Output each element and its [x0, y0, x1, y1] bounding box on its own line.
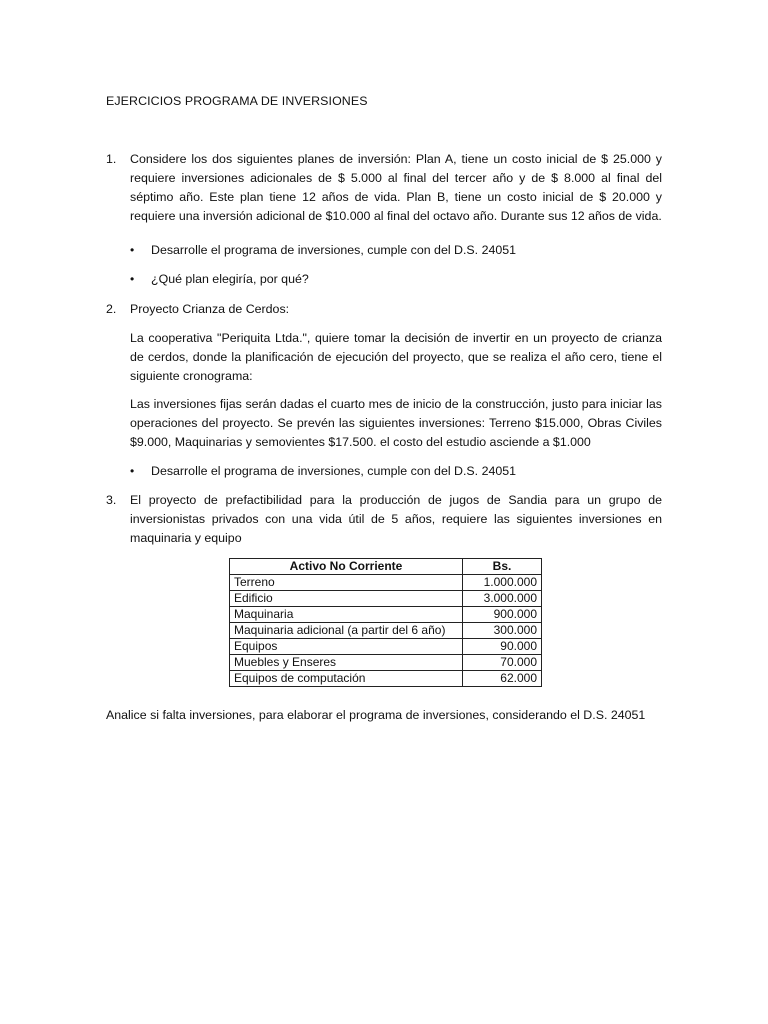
asset-amount: 900.000 [463, 607, 542, 623]
table-header-row [230, 559, 542, 575]
bullet-icon: • [130, 243, 135, 257]
asset-name: Equipos [230, 639, 463, 655]
table-row [230, 671, 542, 687]
exercise-text: Proyecto Crianza de Cerdos: [130, 302, 290, 316]
exercise-number: 2. [106, 302, 117, 316]
asset-amount: 1.000.000 [463, 575, 542, 591]
paragraph: Las inversiones fijas serán dadas el cuarto mes de inicio de la construcción, justo para iniciar las operaciones del proyecto. Se prevén las siguientes inversiones: Terreno $15.000, Obras Civiles $9.000, Maquinarias y semovientes $17.500. el costo del estudio asciende a $1.000 [130, 397, 662, 449]
bullet-text: Desarrolle el programa de inversiones, cumple con del D.S. 24051 [151, 464, 517, 478]
asset-amount: 3.000.000 [463, 591, 542, 607]
bullet-item [130, 241, 662, 260]
asset-amount: 300.000 [463, 623, 542, 639]
assets-table [229, 558, 542, 687]
asset-name: Maquinaria [230, 607, 463, 623]
exercise-2 [106, 300, 662, 319]
exercise-1 [106, 150, 662, 226]
exercise-text: El proyecto de prefactibilidad para la producción de jugos de Sandia para un grupo de inversionistas privados con una vida útil de 5 años, requiere las siguientes inversiones en maquinaria y equipo [130, 493, 662, 545]
bullet-item [130, 462, 662, 481]
exercise-text: Considere los dos siguientes planes de inversión: Plan A, tiene un costo inicial de $ 25.000 y requiere inversiones adicionales de $ 5.000 al final del tercer año y de $ 8.000 al final del séptimo año. Este plan tiene 12 años de vida. Plan B, tiene un costo inicial de $ 20.000 y requiere una inversión adicional de $10.000 al final del octavo año. Durante sus 12 años de vida. [130, 152, 662, 223]
exercise-number: 3. [106, 493, 117, 507]
header-asset: Activo No Corriente [230, 559, 463, 575]
closing-instruction: Analice si falta inversiones, para elaborar el programa de inversiones, considerando el D.S. 24051 [106, 708, 646, 722]
table-row [230, 607, 542, 623]
asset-amount: 62.000 [463, 671, 542, 687]
bullet-icon: • [130, 272, 135, 286]
asset-amount: 70.000 [463, 655, 542, 671]
table-row [230, 623, 542, 639]
bullet-text: Desarrolle el programa de inversiones, cumple con del D.S. 24051 [151, 243, 517, 257]
asset-name: Terreno [230, 575, 463, 591]
asset-name: Equipos de computación [230, 671, 463, 687]
asset-amount: 90.000 [463, 639, 542, 655]
header-amount: Bs. [463, 559, 542, 575]
bullet-icon: • [130, 464, 135, 478]
table-row [230, 639, 542, 655]
table-row [230, 655, 542, 671]
exercise-3 [106, 491, 662, 548]
asset-name: Muebles y Enseres [230, 655, 463, 671]
bullet-item [130, 270, 662, 289]
table-row [230, 591, 542, 607]
table-row [230, 575, 542, 591]
bullet-text: ¿Qué plan elegiría, por qué? [151, 272, 309, 286]
document-title: EJERCICIOS PROGRAMA DE INVERSIONES [106, 94, 368, 108]
asset-name: Edificio [230, 591, 463, 607]
exercise-number: 1. [106, 152, 117, 166]
paragraph: La cooperativa "Periquita Ltda.", quiere tomar la decisión de invertir en un proyecto de crianza de cerdos, donde la planificación de ejecución del proyecto, que se realiza el año cero, tiene el siguiente cronograma: [130, 331, 662, 383]
asset-name: Maquinaria adicional (a partir del 6 año) [230, 623, 463, 639]
